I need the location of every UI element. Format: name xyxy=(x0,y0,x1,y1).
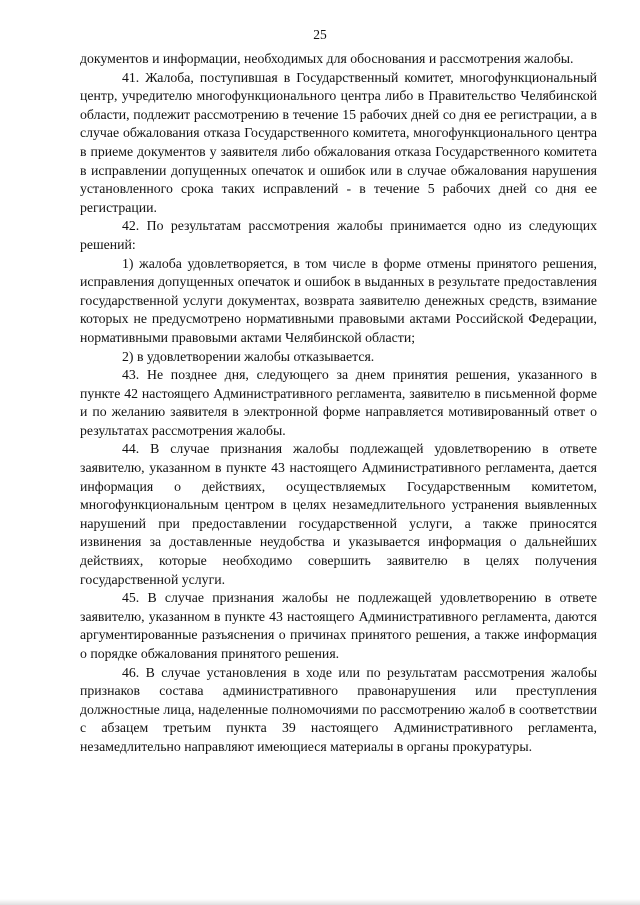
paragraph-42: 42. По результатам рассмотрения жалобы принимается одно из следующих решений: xyxy=(80,218,597,252)
paragraph-45: 45. В случае признания жалобы не подлежащей удовлетворению в ответе заявителю, указанном в пункте 43 настоящего Административного регламента, даются аргументированные разъяснения о причинах принятого решения, а также информация о порядке обжалования принятого решения. xyxy=(80,590,597,661)
paragraph-43: 43. Не позднее дня, следующего за днем принятия решения, указанного в пункте 42 настоящего Административного регламента, заявителю в письменной форме и по желанию заявителя в электронной форме направляется мотивированный ответ о результатах рассмотрения жалобы. xyxy=(80,367,597,438)
paragraph-41: 41. Жалоба, поступившая в Государственный комитет, многофункциональный центр, учредителю многофункционального центра либо в Правительство Челябинской области, подлежит рассмотрению в течение 15 рабочих дней со дня ее регистрации, а в случае обжалования отказа Государственного комитета, многофункционального центра в приеме документов у заявителя либо обжалования отказа Государственного комитета в исправлении допущенных опечаток и ошибок или в случае обжалования нарушения установленного срока таких исправлений - в течение 5 рабочих дней со дня ее регистрации. xyxy=(80,69,597,215)
document-body xyxy=(80,50,597,757)
page-number: 25 xyxy=(313,27,327,42)
paragraph-44: 44. В случае признания жалобы подлежащей удовлетворению в ответе заявителю, указанном в пункте 43 настоящего Административного регламента, дается информация о действиях, осуществляемых Государственным комитетом, многофункциональным центром в целях незамедлительного устранения выявленных нарушений при предоставлении государственной услуги, а также приносятся извинения за доставленные неудобства и указывается информация о дальнейших действиях, которые необходимо совершить заявителю в целях получения государственной услуги. xyxy=(80,441,597,587)
scan-bottom-edge xyxy=(0,899,640,905)
paragraph-46: 46. В случае установления в ходе или по результатам рассмотрения жалобы признаков состава административного правонарушения или преступления должностные лица, наделенные полномочиями по рассмотрению жалоб в соответствии с абзацем третьим пункта 39 настоящего Административного регламента, незамедлительно направляют имеющиеся материалы в органы прокуратуры. xyxy=(80,664,597,754)
paragraph-continuation: документов и информации, необходимых для обоснования и рассмотрения жалобы. xyxy=(80,51,574,66)
paragraph-42-item-2: 2) в удовлетворении жалобы отказывается. xyxy=(122,348,375,364)
paragraph-42-item-1: 1) жалоба удовлетворяется, в том числе в форме отмены принятого решения, исправления допущенных опечаток и ошибок в выданных в результате предоставления государственной услуги документах, возврата заявителю денежных средств, взимание которых не предусмотрено нормативными правовыми актами Российской Федерации, нормативными правовыми актами Челябинской области; xyxy=(80,255,597,345)
